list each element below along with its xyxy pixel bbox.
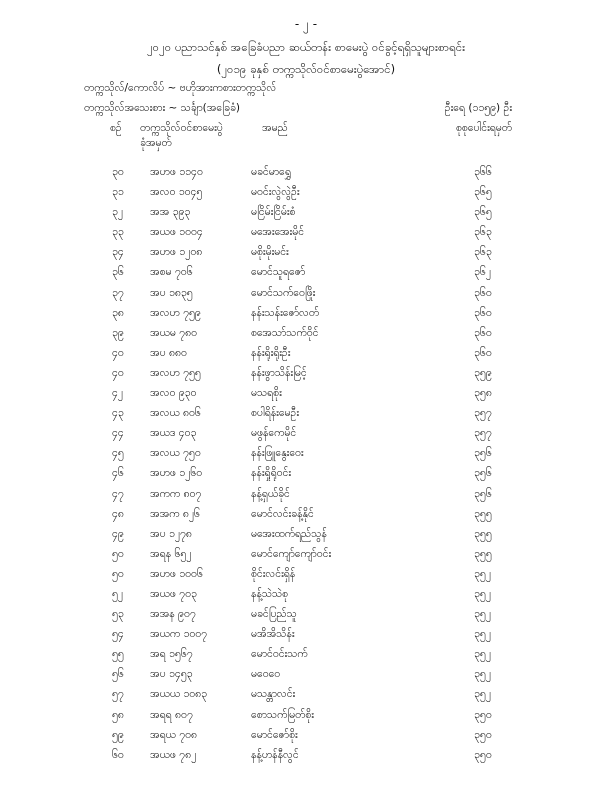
row-no: ၅၇	[112, 688, 124, 701]
row-no: ၅၉	[112, 728, 124, 741]
row-no: ၃၁	[112, 186, 124, 199]
table-row	[0, 246, 612, 266]
row-name: နန့်သဲသဲစု	[251, 587, 289, 600]
row-mark: ၃၅၆	[474, 487, 492, 500]
table-row	[0, 226, 612, 246]
row-mark: ၃၆၃	[474, 246, 492, 259]
row-mark: ၃၅၂	[474, 587, 491, 600]
total-count: ဦးရေ (၁၁၅၉) ဦး	[444, 102, 512, 114]
table-row	[0, 367, 612, 387]
row-roll: အအက ၈၂၆	[150, 507, 200, 520]
table-row	[0, 648, 612, 668]
table-row	[0, 447, 612, 467]
row-mark: ၃၅၂	[474, 688, 491, 701]
table-row	[0, 427, 612, 447]
row-no: ၄၄	[112, 427, 124, 440]
row-roll: အဟဖ ၁၀၀၆	[150, 567, 203, 580]
table-row	[0, 287, 612, 307]
row-name: မငြိမ်းငြိမ်းစံ	[251, 206, 296, 219]
row-name: စောသက်မြတ်စိုး	[251, 708, 314, 721]
row-mark: ၃၅၆	[474, 447, 492, 460]
row-mark: ၃၆၀	[474, 326, 492, 339]
row-roll: အရန ၆၅၂	[150, 547, 192, 560]
row-name: မောင်သူရဇော်	[251, 266, 306, 279]
row-no: ၅၆	[112, 668, 124, 681]
row-mark: ၃၆၂	[474, 266, 491, 279]
row-name: မအေးထက်ရည်သွန်	[251, 527, 327, 540]
row-roll: အဟဖ ၁၂၆၀	[150, 467, 203, 480]
row-no: ၄၃	[112, 407, 124, 420]
table-row	[0, 528, 612, 548]
row-roll: အအ ၃၉၃	[150, 206, 191, 219]
row-mark: ၃၅၂	[474, 608, 491, 621]
row-mark: ၃၆၆	[474, 166, 492, 178]
row-name: မဖွန်ကေမိုင်	[251, 427, 297, 440]
row-name: နန်းရှိုရိုဝင်း	[251, 467, 291, 480]
row-mark: ၃၅၂	[474, 668, 491, 681]
row-name: မဝေဝေ	[251, 668, 281, 681]
row-name: နန်းရိုးရိုးဦး	[251, 346, 291, 359]
row-roll: အရရ ၈၀၇	[150, 708, 193, 721]
row-roll: အပ ၁၂၇၈	[150, 527, 192, 540]
row-roll: အယဖ ၇၀၃	[150, 587, 197, 600]
row-no: ၅၈	[112, 708, 124, 721]
row-name: စပါရိန်းမေဦး	[251, 407, 300, 420]
row-roll: အကက ၈၀၇	[150, 487, 202, 500]
table-row	[0, 709, 612, 729]
row-name: မအေးအေးမိုင်	[251, 226, 305, 239]
table-row	[0, 166, 612, 186]
row-mark: ၃၅၅	[474, 527, 492, 540]
row-roll: အပ ၈၈၀	[150, 346, 187, 359]
row-mark: ၃၅၉	[474, 366, 492, 379]
table-row	[0, 668, 612, 688]
row-no: ၃၆	[112, 266, 124, 279]
row-mark: ၃၅၈	[474, 387, 492, 400]
row-no: ၅၀	[112, 547, 124, 560]
row-mark: ၃၅၀	[474, 708, 492, 721]
row-name: နန်းဖွာသိန်းမြင့်	[251, 366, 307, 379]
row-no: ၅၅	[112, 648, 124, 661]
row-no: ၄၉	[112, 527, 124, 540]
header-mark: စုစုပေါင်းရမှတ်	[455, 122, 512, 134]
row-roll: အစမ ၇၀၆	[150, 266, 193, 279]
table-row	[0, 407, 612, 427]
row-roll: အပ ၁၈၃၅	[150, 286, 193, 299]
row-no: ၃၉	[112, 326, 124, 339]
row-name: မောင်သက်ဝေဖြိုး	[251, 286, 316, 299]
row-no: ၆၀	[112, 748, 124, 761]
row-no: ၄၈	[112, 507, 124, 520]
row-name: မောင်လင်းခန့်နိုင်	[251, 507, 314, 520]
table-row	[0, 688, 612, 708]
document-title: ၂၀၂၀ ပညာသင်နှစ် အခြေခံပညာ ဆယ်တန်း စာမေးပွဲ ဝင်ခွင့်ရရှိသူများစာရင်း	[146, 40, 466, 54]
row-name: မဝင်းလွဲလွဲဦး	[251, 186, 300, 199]
row-roll: အလဟ ၇၅၉	[150, 306, 201, 319]
row-mark: ၃၆၃	[474, 226, 492, 239]
table-row	[0, 628, 612, 648]
row-no: ၄၀	[112, 346, 124, 359]
row-roll: အရယ ၇၀၈	[150, 728, 198, 741]
row-name: စအေသာ်သက်ဝိုင်	[251, 326, 319, 339]
row-roll: အယမ ၇၈၀	[150, 326, 197, 339]
row-no: ၃၈	[112, 306, 124, 319]
row-mark: ၃၆၅	[474, 186, 492, 199]
row-name: မစိုးမိုးမင်း	[251, 246, 289, 259]
row-roll: အယဒ ၄၀၃	[150, 427, 197, 440]
header-roll: တက္ကသိုလ်ဝင်စာမေးပွဲ	[140, 122, 223, 134]
row-mark: ၃၅၇	[474, 427, 492, 440]
row-name: မောင်ဇော်စိုး	[251, 728, 298, 741]
row-name: နန်းဖြူနွေးဝေး	[251, 447, 304, 460]
table-row	[0, 186, 612, 206]
row-mark: ၃၅၀	[474, 748, 492, 761]
row-no: ၃၇	[112, 286, 124, 299]
row-roll: အဟဖ ၁၁၄၀	[150, 166, 203, 178]
table-row	[0, 548, 612, 568]
row-mark: ၃၅၂	[474, 648, 491, 661]
row-roll: အရ ၁၅၆၇	[150, 648, 193, 661]
subject-label: တက္ကသိုလ်အသေးစား ~ သင်္ချာ(အခြေခံ)	[84, 102, 240, 114]
table-row	[0, 508, 612, 528]
table-row	[0, 488, 612, 508]
document-subtitle: (၂၀၁၉ ခုနှစ် တက္ကသိုလ်ဝင်စာမေးပွဲအောင်)	[216, 62, 396, 76]
row-name: မောင်ဝင်းသက်	[251, 648, 308, 661]
row-mark: ၃၆၀	[474, 346, 492, 359]
row-roll: အယဖ ၁၀၀၄	[150, 226, 203, 239]
table-row	[0, 467, 612, 487]
student-list	[0, 166, 612, 769]
header-roll-line2: ခုံအမှတ်	[140, 137, 172, 149]
row-roll: အယဖ ၇၈၂	[150, 748, 197, 761]
table-row	[0, 588, 612, 608]
row-name: နန့်ရှယ်ခိုင်	[251, 487, 290, 500]
table-row	[0, 266, 612, 286]
row-no: ၄၀	[112, 366, 124, 379]
row-mark: ၃၆၀	[474, 306, 492, 319]
row-mark: ၃၅၅	[474, 547, 492, 560]
row-no: ၅၃	[112, 608, 124, 621]
row-name: မသရစိုး	[251, 387, 282, 400]
row-mark: ၃၅၂	[474, 628, 491, 641]
row-mark: ၃၅၆	[474, 467, 492, 480]
row-name: မခင်ပြည်သူ	[251, 608, 297, 621]
row-name: နန်းသန်းဇော်လတ်	[251, 306, 320, 319]
row-no: ၄၂	[112, 387, 124, 400]
table-row	[0, 327, 612, 347]
row-roll: အယယ ၁၀၈၃	[150, 688, 208, 701]
row-mark: ၃၅၂	[474, 567, 491, 580]
row-no: ၄၇	[112, 487, 124, 500]
row-mark: ၃၅၅	[474, 507, 492, 520]
page-number: - ၂ -	[294, 17, 318, 31]
row-roll: အယက ၁၀၀၇	[150, 628, 208, 641]
row-no: ၃၄	[112, 246, 124, 259]
row-no: ၅၂	[112, 587, 124, 600]
row-roll: အအန ၉၀၇	[150, 608, 196, 621]
row-no: ၅၀	[112, 567, 124, 580]
table-row	[0, 749, 612, 769]
table-row	[0, 568, 612, 588]
table-row	[0, 608, 612, 628]
row-roll: အပ ၁၄၅၃	[150, 668, 193, 681]
row-name: မအိအိသိန်း	[251, 628, 295, 641]
row-mark: ၃၅၀	[474, 728, 492, 741]
header-name: အမည်	[262, 122, 288, 134]
table-row	[0, 347, 612, 367]
row-roll: အလယ ၈၀၆	[150, 407, 201, 420]
row-name: မသန္တာလင်း	[251, 688, 296, 701]
row-roll: အလဟ ၇၅၅	[150, 366, 201, 379]
row-roll: အလယ ၇၅၀	[150, 447, 201, 460]
university-label: တက္ကသိုလ်/ကောလိပ် ~ ဗဟိုအားကစားတက္ကသိုလ်	[84, 82, 277, 94]
row-mark: ၃၅၇	[474, 407, 492, 420]
row-roll: အလဝ ၁၀၄၅	[150, 186, 203, 199]
row-roll: အဟဖ ၁၂၀၈	[150, 246, 203, 259]
row-mark: ၃၆၅	[474, 206, 492, 219]
row-no: ၄၆	[112, 467, 124, 480]
row-name: နန့်ဟန်နီလွင်	[251, 748, 299, 761]
row-no: ၃၂	[112, 206, 124, 219]
table-row	[0, 729, 612, 749]
row-no: ၃၀	[112, 166, 124, 178]
row-name: စိုင်းလင်းရှိန်	[251, 567, 296, 580]
row-roll: အလဝ ၉၃၀	[150, 387, 197, 400]
row-no: ၅၄	[112, 628, 124, 641]
row-no: ၄၅	[112, 447, 124, 460]
row-name: မောင်ကျော်ကျော်ဝင်း	[251, 547, 332, 560]
table-row	[0, 387, 612, 407]
row-mark: ၃၆၀	[474, 286, 492, 299]
table-row	[0, 206, 612, 226]
row-name: မခင်မာရွှေ	[251, 166, 291, 178]
row-no: ၃၃	[112, 226, 124, 239]
header-no: စဉ်	[110, 122, 122, 134]
table-row	[0, 307, 612, 327]
